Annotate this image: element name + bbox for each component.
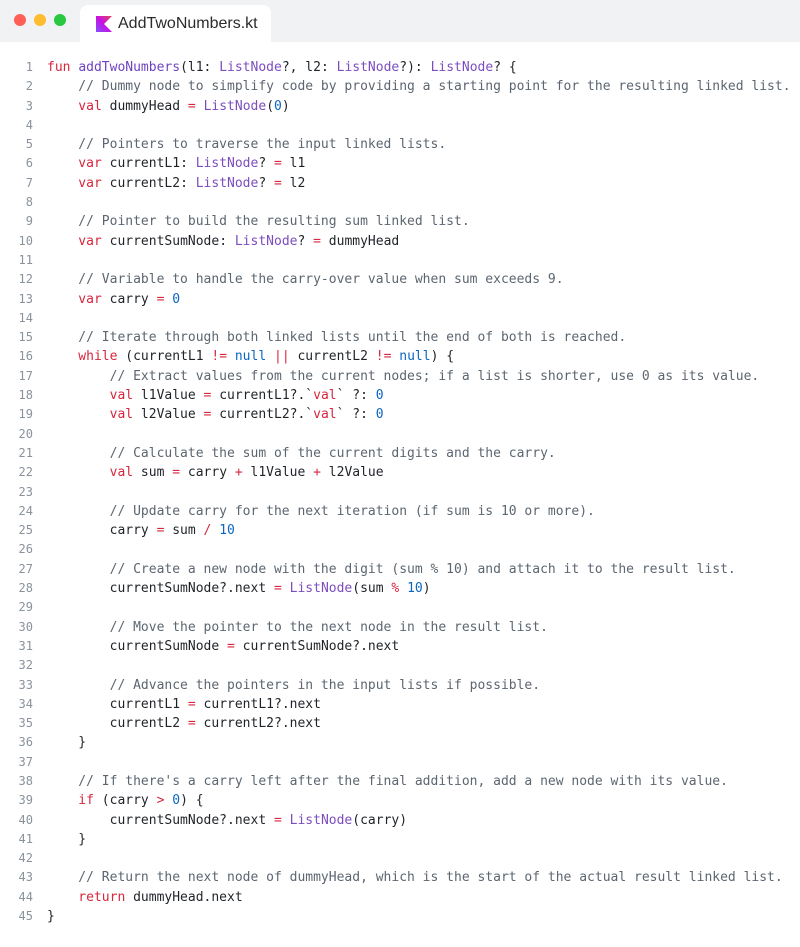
code-line[interactable]: [0, 405, 800, 424]
code-line[interactable]: [0, 772, 800, 791]
code-line[interactable]: [0, 502, 800, 521]
code-token: ListNode: [336, 60, 400, 75]
code-token: currentL2: [297, 349, 376, 365]
line-number: 32: [18, 658, 33, 673]
code-token: currentL1?.`: [219, 388, 314, 404]
code-line[interactable]: [0, 386, 800, 405]
code-token: null: [234, 349, 274, 365]
code-token: // Update carry for the next iteration (if sum is 10 or more).: [47, 503, 595, 519]
line-number: 5: [25, 137, 33, 152]
code-text: [33, 463, 384, 482]
code-token: // Create a new node with the digit (sum % 10) and attach it to the result list.: [47, 561, 736, 577]
code-token: =: [156, 291, 173, 307]
code-text: [33, 811, 407, 830]
code-text: [33, 290, 180, 309]
line-number: 12: [18, 272, 33, 287]
tab-file[interactable]: [80, 5, 271, 42]
code-line[interactable]: [0, 695, 800, 714]
code-line[interactable]: [0, 425, 800, 444]
code-token: (carry: [101, 793, 157, 809]
line-number: 37: [18, 754, 33, 769]
line-number: 3: [25, 98, 33, 113]
code-token: currentL1: [47, 696, 188, 712]
code-token: // If there's a carry left after the final addition, add a new node with its value.: [47, 773, 728, 789]
code-token: ListNode: [430, 60, 494, 75]
code-text: [33, 212, 470, 231]
code-token: ? {: [493, 60, 517, 75]
code-token: 0: [172, 291, 181, 307]
code-text: [33, 579, 431, 598]
line-number: 15: [18, 330, 33, 345]
code-line[interactable]: [0, 791, 800, 810]
code-token: // Iterate through both linked lists until the end of both is reached.: [47, 330, 627, 346]
code-token: =: [273, 812, 290, 828]
code-token: addTwoNumbers: [78, 60, 181, 75]
line-number: 18: [18, 388, 33, 403]
code-token: ?: [258, 156, 274, 172]
code-text: [33, 386, 384, 405]
code-token: =: [227, 638, 243, 654]
code-line[interactable]: [0, 714, 800, 733]
line-number: 30: [18, 619, 33, 634]
line-number: 26: [18, 542, 33, 557]
code-token: var: [47, 156, 110, 172]
code-token: ?: [297, 233, 314, 249]
code-token: while: [47, 349, 126, 365]
code-token: dummyHead: [328, 233, 400, 249]
code-text: [33, 676, 540, 695]
code-token: !=: [375, 349, 400, 365]
code-token: ListNode: [195, 175, 259, 191]
line-number: 9: [25, 214, 33, 229]
close-window-button[interactable]: [14, 14, 26, 26]
code-token: l2Value: [140, 407, 204, 423]
minimize-window-button[interactable]: [34, 14, 46, 26]
code-token: null: [399, 349, 431, 365]
code-line[interactable]: [0, 521, 800, 540]
code-token: val: [47, 388, 141, 404]
code-token: var: [47, 175, 110, 191]
line-number: 2: [25, 79, 33, 94]
code-token: =: [187, 716, 204, 732]
code-token: ): [281, 98, 290, 114]
code-token: }: [47, 831, 87, 847]
code-token: if: [47, 793, 102, 809]
code-token: var: [47, 291, 110, 307]
code-token: val: [47, 465, 141, 481]
code-token: return: [47, 889, 134, 905]
line-number: 19: [18, 407, 33, 422]
code-line[interactable]: [0, 753, 800, 772]
code-token: ` ?:: [336, 407, 376, 423]
code-token: ?):: [399, 60, 431, 75]
code-token: // Pointer to build the resulting sum linked list.: [47, 214, 470, 230]
code-token: currentSumNode?.next: [47, 812, 274, 828]
code-token: val: [47, 407, 141, 423]
code-line[interactable]: [0, 328, 800, 347]
code-line[interactable]: [0, 811, 800, 830]
code-token: val: [313, 407, 337, 423]
line-number: 4: [25, 117, 33, 132]
code-text: [33, 502, 595, 521]
code-line[interactable]: [0, 618, 800, 637]
code-token: currentL2?.`: [219, 407, 314, 423]
code-token: =: [274, 156, 290, 172]
line-number: 38: [18, 773, 33, 788]
code-text: [33, 830, 86, 849]
code-line[interactable]: [0, 58, 800, 77]
code-token: l1Value: [140, 388, 204, 404]
line-number: 33: [18, 677, 33, 692]
line-number: 22: [18, 465, 33, 480]
code-token: ): [422, 581, 431, 597]
line-number: 14: [18, 310, 33, 325]
line-number: 34: [18, 696, 33, 711]
code-text: [33, 791, 204, 810]
code-token: =: [313, 233, 329, 249]
line-number: 43: [18, 870, 33, 885]
code-token: ) {: [180, 793, 204, 809]
code-token: currentL2: [47, 716, 188, 732]
line-number: 41: [18, 831, 33, 846]
tab-title: AddTwoNumbers.kt: [118, 14, 258, 32]
line-number: 17: [18, 368, 33, 383]
line-number: 8: [25, 195, 33, 210]
code-token: (carry): [352, 812, 408, 828]
code-token: =: [156, 523, 173, 539]
code-text: [33, 97, 290, 116]
code-token: =: [187, 696, 204, 712]
code-line[interactable]: [0, 579, 800, 598]
code-token: =: [203, 388, 220, 404]
code-token: l2Value: [328, 465, 384, 481]
code-line[interactable]: [0, 270, 800, 289]
code-line[interactable]: [0, 309, 800, 328]
code-text: [33, 618, 548, 637]
code-token: sum: [172, 523, 204, 539]
code-token: }: [47, 735, 87, 751]
code-token: /: [203, 523, 220, 539]
code-token: ListNode: [195, 156, 259, 172]
code-token: +: [313, 465, 329, 481]
code-token: ` ?:: [336, 388, 376, 404]
code-line[interactable]: [0, 540, 800, 559]
line-number: 10: [18, 233, 33, 248]
code-line[interactable]: [0, 868, 800, 887]
line-number: 36: [18, 735, 33, 750]
code-text: [33, 868, 783, 887]
code-text: [33, 714, 321, 733]
code-text: [33, 444, 556, 463]
code-token: 0: [375, 388, 384, 404]
code-line[interactable]: [0, 849, 800, 868]
code-line[interactable]: [0, 560, 800, 579]
code-line[interactable]: [0, 212, 800, 231]
code-line[interactable]: [0, 97, 800, 116]
code-text: [33, 907, 55, 926]
code-text: [33, 135, 446, 154]
code-token: currentL2:: [109, 175, 196, 191]
line-number: 45: [18, 909, 33, 924]
line-number: 39: [18, 793, 33, 808]
code-line[interactable]: [0, 444, 800, 463]
code-text: [33, 367, 759, 386]
code-token: carry: [47, 523, 157, 539]
code-token: =: [274, 175, 290, 191]
line-number: 28: [18, 581, 33, 596]
code-token: ListNode: [234, 233, 298, 249]
kotlin-icon: [96, 16, 112, 32]
code-token: ListNode: [289, 812, 353, 828]
code-token: // Pointers to traverse the input linked lists.: [47, 137, 447, 153]
code-token: // Variable to handle the carry-over value when sum exceeds 9.: [47, 272, 564, 288]
code-token: +: [234, 465, 251, 481]
code-line[interactable]: [0, 656, 800, 675]
code-token: // Return the next node of dummyHead, which is the start of the actual result linked list.: [47, 870, 783, 886]
code-text: [33, 270, 564, 289]
line-number: 40: [18, 812, 33, 827]
code-line[interactable]: [0, 830, 800, 849]
code-token: %: [391, 581, 408, 597]
code-text: [33, 637, 399, 656]
line-number: 25: [18, 523, 33, 538]
code-line[interactable]: [0, 174, 800, 193]
code-token: ListNode: [203, 98, 267, 114]
code-token: 10: [219, 523, 235, 539]
line-number: 44: [18, 889, 33, 904]
line-number: 35: [18, 716, 33, 731]
code-line[interactable]: [0, 251, 800, 270]
code-token: ) {: [430, 349, 455, 365]
code-token: // Calculate the sum of the current digits and the carry.: [47, 445, 556, 461]
line-number: 24: [18, 503, 33, 518]
code-token: =: [273, 581, 290, 597]
code-text: [33, 58, 517, 77]
code-line[interactable]: [0, 290, 800, 309]
code-token: sum: [140, 465, 173, 481]
code-token: // Advance the pointers in the input lists if possible.: [47, 677, 541, 693]
code-token: =: [172, 465, 188, 481]
code-text: [33, 328, 626, 347]
code-line[interactable]: [0, 116, 800, 135]
code-token: currentL2?.next: [203, 716, 321, 732]
code-line[interactable]: [0, 907, 800, 926]
line-number: 42: [18, 851, 33, 866]
line-number: 6: [25, 156, 33, 171]
code-token: val: [313, 388, 337, 404]
code-token: (l1:: [180, 60, 220, 75]
code-token: currentSumNode?.next: [47, 581, 274, 597]
code-token: 10: [407, 581, 423, 597]
code-line[interactable]: [0, 463, 800, 482]
line-number: 13: [18, 291, 33, 306]
code-token: l2: [289, 175, 306, 191]
line-number: 31: [18, 638, 33, 653]
code-token: currentL1?.next: [203, 696, 321, 712]
code-token: 0: [375, 407, 384, 423]
code-token: currentSumNode: [47, 638, 228, 654]
code-token: l1: [289, 156, 306, 172]
code-text: [33, 154, 305, 173]
code-text: [33, 888, 243, 907]
code-text: [33, 347, 454, 366]
code-line[interactable]: [0, 154, 800, 173]
code-text: [33, 174, 305, 193]
code-token: =: [203, 407, 220, 423]
code-token: var: [47, 233, 110, 249]
code-text: [33, 695, 321, 714]
code-token: ||: [274, 349, 298, 365]
code-token: currentSumNode?.next: [242, 638, 400, 654]
code-token: ListNode: [289, 581, 353, 597]
code-token: // Move the pointer to the next node in the result list.: [47, 619, 548, 635]
code-line[interactable]: [0, 733, 800, 752]
code-line[interactable]: [0, 347, 800, 366]
code-token: ListNode: [219, 60, 282, 75]
code-line[interactable]: [0, 676, 800, 695]
code-token: (currentL1: [125, 349, 212, 365]
code-token: val: [47, 98, 110, 114]
code-text: [33, 772, 728, 791]
code-token: currentSumNode:: [109, 233, 235, 249]
code-token: !=: [211, 349, 235, 365]
code-token: 0: [172, 793, 181, 809]
code-token: // Extract values from the current nodes; if a list is shorter, use 0 as its value.: [47, 368, 760, 384]
code-token: }: [47, 909, 55, 925]
line-number: 1: [25, 60, 33, 74]
code-text: [33, 560, 736, 579]
line-number: 11: [18, 252, 33, 267]
code-token: dummyHead.next: [133, 889, 243, 905]
code-text: [33, 405, 384, 424]
code-text: [33, 733, 86, 752]
line-number: 29: [18, 600, 33, 615]
code-token: l1Value: [250, 465, 314, 481]
code-token: // Dummy node to simplify code by providing a starting point for the resulting linked list.: [47, 79, 791, 95]
code-line[interactable]: [0, 367, 800, 386]
code-line[interactable]: [0, 135, 800, 154]
code-line[interactable]: [0, 193, 800, 212]
line-number: 27: [18, 561, 33, 576]
code-token: >: [156, 793, 173, 809]
line-number: 21: [18, 445, 33, 460]
line-number: 20: [18, 426, 33, 441]
code-line[interactable]: [0, 232, 800, 251]
code-token: 0: [274, 98, 282, 114]
code-token: carry: [187, 465, 235, 481]
code-token: ?: [258, 175, 274, 191]
code-token: (sum: [352, 581, 392, 597]
title-bar: [0, 0, 800, 42]
zoom-window-button[interactable]: [54, 14, 66, 26]
code-token: fun: [47, 60, 79, 75]
line-number: 7: [25, 175, 33, 190]
line-number: 16: [18, 349, 33, 364]
code-token: =: [187, 98, 204, 114]
code-token: ?, l2:: [281, 60, 337, 75]
code-line[interactable]: [0, 77, 800, 96]
code-token: dummyHead: [109, 98, 188, 114]
code-text: [33, 232, 399, 251]
code-editor[interactable]: [0, 58, 800, 926]
line-number: 23: [18, 484, 33, 499]
code-token: carry: [109, 291, 157, 307]
code-line[interactable]: [0, 888, 800, 907]
code-line[interactable]: [0, 483, 800, 502]
code-text: [33, 521, 235, 540]
code-line[interactable]: [0, 637, 800, 656]
code-token: (: [266, 98, 275, 114]
code-token: currentL1:: [109, 156, 196, 172]
code-line[interactable]: [0, 598, 800, 617]
code-text: [33, 77, 791, 96]
